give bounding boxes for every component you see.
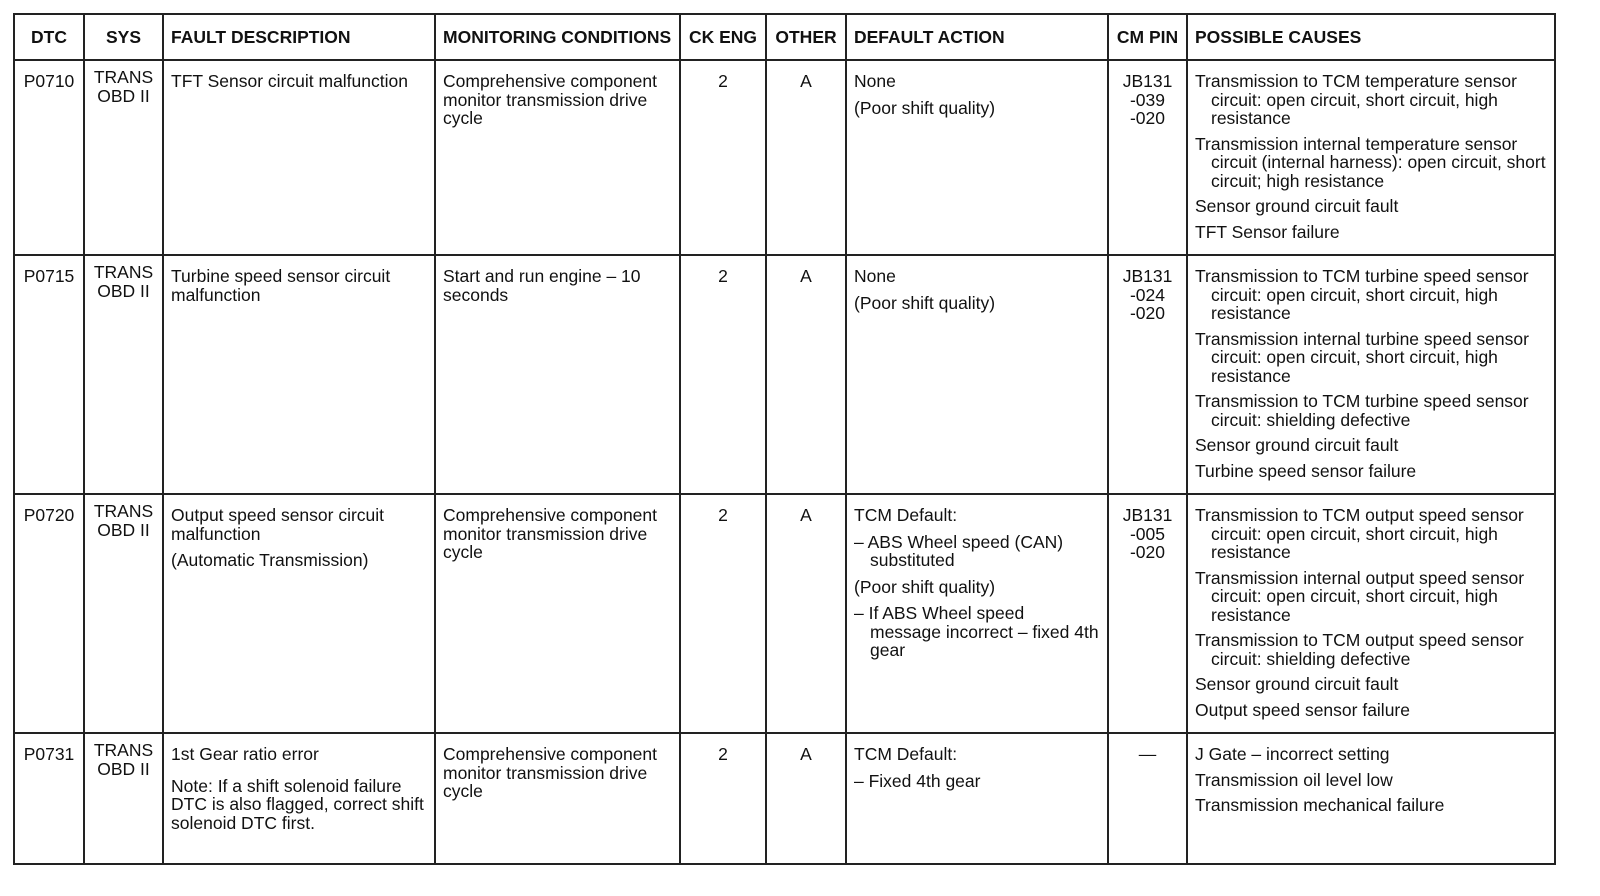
sys-line: TRANS: [93, 67, 154, 87]
cause-item: Transmission to TCM temperature sensor circuit: open circuit, short circuit, high resistance: [1195, 71, 1517, 128]
sys-cell: [84, 733, 163, 864]
default-action: [846, 733, 1108, 864]
header-default-action: DEFAULT ACTION: [846, 14, 1108, 60]
header-sys: SYS: [84, 14, 163, 60]
pin-line: JB131: [1122, 71, 1173, 91]
monitoring-conditions: Comprehensive component monitor transmission drive cycle: [435, 494, 680, 733]
fault-text: Turbine speed sensor circuit malfunction: [171, 266, 391, 305]
cause-item: Turbine speed sensor failure: [1195, 460, 1417, 481]
fault-description: [163, 60, 435, 255]
cause-item: Output speed sensor failure: [1195, 699, 1410, 720]
possible-causes: [1187, 494, 1555, 733]
default-text: TCM Default:: [854, 505, 958, 525]
dtc-code: P0710: [14, 60, 84, 255]
dtc-code: P0715: [14, 255, 84, 494]
default-bullet: – ABS Wheel speed (CAN) substituted: [854, 531, 1064, 570]
table-row: [14, 255, 1555, 494]
other: A: [766, 60, 846, 255]
cm-pin: [1108, 494, 1187, 733]
header-monitoring-conditions: MONITORING CONDITIONS: [435, 14, 680, 60]
table-row: [14, 60, 1555, 255]
header-ck-eng: CK ENG: [680, 14, 766, 60]
fault-text: (Automatic Transmission): [171, 550, 369, 570]
sys-line: TRANS: [93, 501, 154, 521]
fault-text: Output speed sensor circuit malfunction: [171, 505, 385, 544]
cm-pin: [1108, 255, 1187, 494]
ck-eng: 2: [680, 255, 766, 494]
other: A: [766, 494, 846, 733]
default-bullet: – If ABS Wheel speed message incorrect – fixed 4th gear: [854, 603, 1099, 660]
header-fault-description: FAULT DESCRIPTION: [163, 14, 435, 60]
cause-item: Transmission to TCM turbine speed sensor circuit: shielding defective: [1195, 391, 1529, 430]
sys-line: OBD II: [97, 85, 150, 106]
other: A: [766, 255, 846, 494]
ck-eng: 2: [680, 733, 766, 864]
cm-pin: [1108, 733, 1187, 864]
table-row: [14, 733, 1555, 864]
cause-item: Transmission internal temperature sensor circuit (internal harness): open circuit, short circuit; high resistance: [1195, 133, 1546, 191]
other: A: [766, 733, 846, 864]
pin-line: -005: [1129, 523, 1166, 544]
default-action: [846, 494, 1108, 733]
cause-item: Sensor ground circuit fault: [1195, 435, 1399, 455]
cause-item: TFT Sensor failure: [1195, 221, 1340, 242]
pin-line: -024: [1129, 284, 1166, 305]
pin-line: -039: [1129, 89, 1166, 110]
monitoring-conditions: Comprehensive component monitor transmission drive cycle: [435, 60, 680, 255]
pin-line: -020: [1129, 542, 1166, 562]
sys-cell: [84, 494, 163, 733]
fault-note: Note: If a shift solenoid failure DTC is also flagged, correct shift solenoid DTC first.: [171, 775, 424, 833]
default-action: [846, 255, 1108, 494]
monitoring-conditions: Comprehensive component monitor transmission drive cycle: [435, 733, 680, 864]
default-bullet: – Fixed 4th gear: [854, 770, 981, 791]
fault-description: [163, 255, 435, 494]
cause-item: Transmission to TCM output speed sensor circuit: shielding defective: [1195, 630, 1524, 669]
header-possible-causes: POSSIBLE CAUSES: [1187, 14, 1555, 60]
dtc-code: P0720: [14, 494, 84, 733]
cause-item: Transmission internal turbine speed sensor circuit: open circuit, short circuit, high resistance: [1195, 328, 1529, 386]
header-cm-pin: CM PIN: [1108, 14, 1187, 60]
possible-causes: [1187, 733, 1555, 864]
possible-causes: [1187, 255, 1555, 494]
cause-item: J Gate – incorrect setting: [1195, 744, 1390, 764]
cm-pin: [1108, 60, 1187, 255]
possible-causes: [1187, 60, 1555, 255]
cause-item: Sensor ground circuit fault: [1195, 674, 1399, 694]
header-row: [14, 14, 1555, 60]
ck-eng: 2: [680, 494, 766, 733]
cause-item: Sensor ground circuit fault: [1195, 196, 1399, 216]
fault-description: [163, 733, 435, 864]
pin-line: -020: [1129, 303, 1166, 323]
cause-item: Transmission mechanical failure: [1195, 795, 1445, 815]
sys-line: OBD II: [97, 758, 150, 779]
pin-line: JB131: [1122, 505, 1173, 525]
sys-line: OBD II: [97, 280, 150, 301]
default-action: [846, 60, 1108, 255]
sys-cell: [84, 255, 163, 494]
cause-item: Transmission to TCM output speed sensor circuit: open circuit, short circuit, high resistance: [1195, 505, 1524, 562]
sys-cell: [84, 60, 163, 255]
default-text: None: [854, 71, 896, 91]
header-other: OTHER: [766, 14, 846, 60]
default-text: TCM Default:: [854, 744, 958, 764]
pin-line: —: [1138, 744, 1157, 764]
header-dtc: DTC: [14, 14, 84, 60]
dtc-table: [13, 13, 1556, 865]
table-row: [14, 494, 1555, 733]
cause-item: Transmission to TCM turbine speed sensor circuit: open circuit, short circuit, high resistance: [1195, 266, 1529, 323]
default-text: (Poor shift quality): [854, 97, 996, 118]
monitoring-conditions: Start and run engine – 10 seconds: [435, 255, 680, 494]
default-text: (Poor shift quality): [854, 576, 996, 597]
default-text: None: [854, 266, 896, 286]
pin-line: JB131: [1122, 266, 1173, 286]
fault-description: [163, 494, 435, 733]
cause-item: Transmission internal output speed sensor circuit: open circuit, short circuit, high resistance: [1195, 567, 1525, 625]
pin-line: -020: [1129, 108, 1166, 128]
dtc-code: P0731: [14, 733, 84, 864]
cause-item: Transmission oil level low: [1195, 769, 1393, 790]
fault-text: TFT Sensor circuit malfunction: [171, 71, 408, 91]
fault-text: 1st Gear ratio error: [171, 744, 319, 764]
sys-line: OBD II: [97, 519, 150, 540]
sys-line: TRANS: [93, 262, 154, 282]
sys-line: TRANS: [93, 740, 154, 760]
ck-eng: 2: [680, 60, 766, 255]
default-text: (Poor shift quality): [854, 292, 996, 313]
